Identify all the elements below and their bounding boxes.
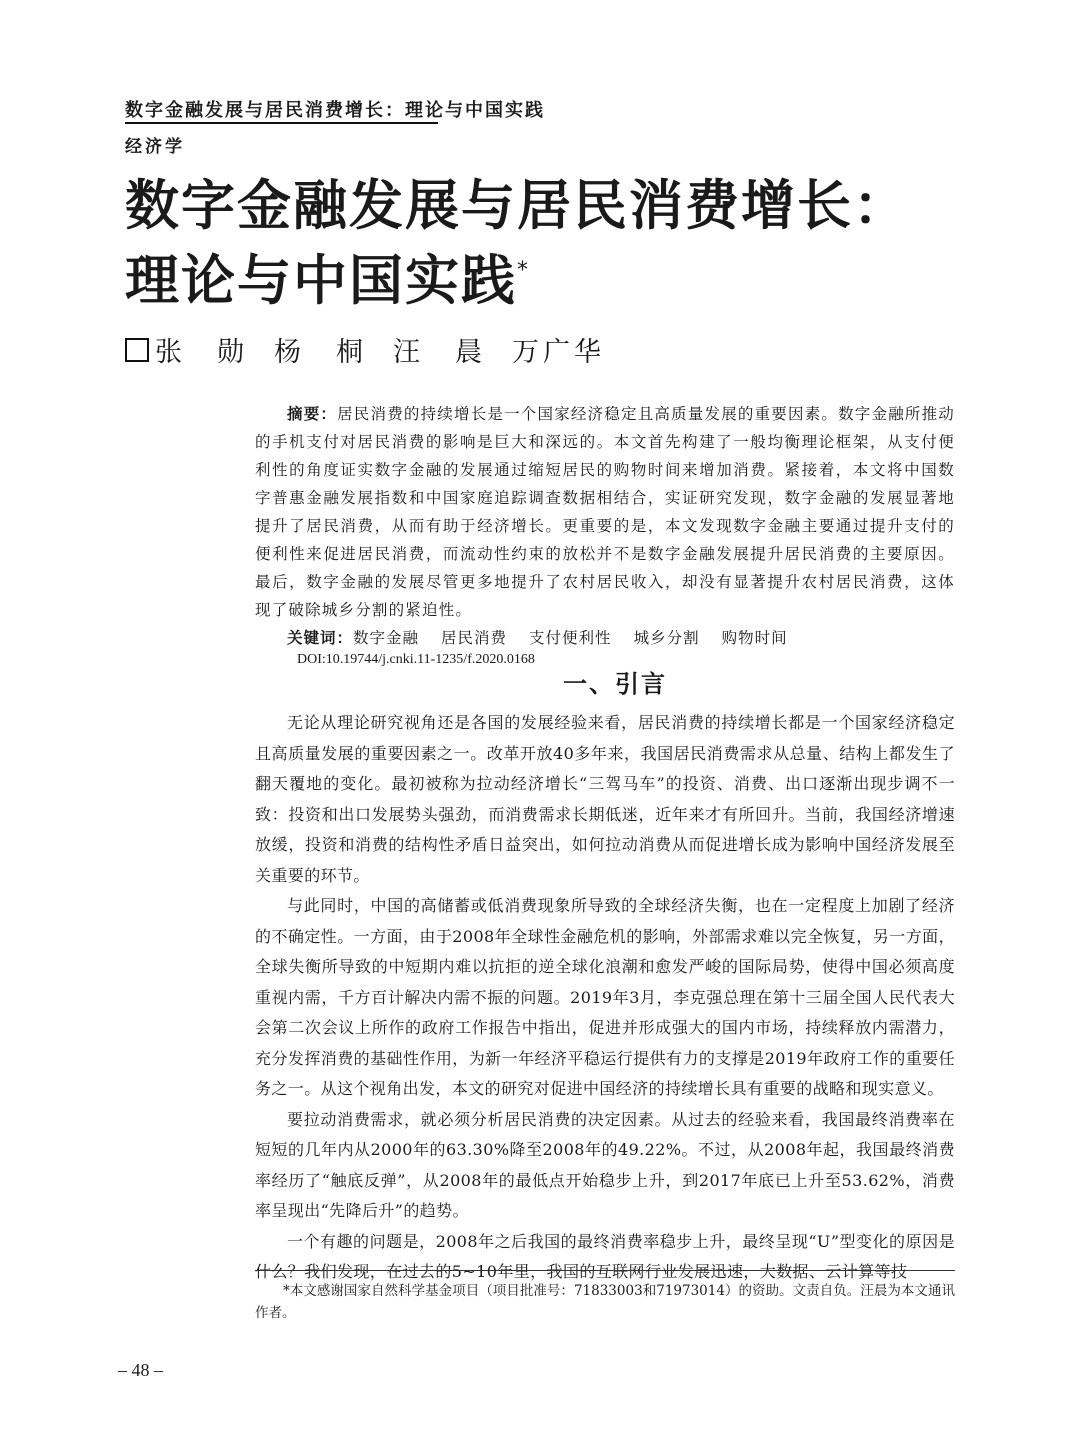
abstract-label: 摘要：	[287, 405, 338, 423]
author-name: 汪 晨	[393, 337, 486, 368]
keyword: 城乡分割	[633, 629, 700, 647]
doi: DOI:10.19744/j.cnki.11-1235/f.2020.0168	[297, 652, 535, 667]
author-list	[125, 330, 631, 369]
page-number: – 48 –	[118, 1360, 163, 1380]
keyword: 居民消费	[441, 629, 508, 647]
author-box-icon	[125, 338, 149, 362]
keywords	[287, 626, 810, 648]
running-head-rule	[125, 122, 438, 124]
footnote-text: *本文感谢国家自然科学基金项目（项目批准号：71833003和71973014）的资助。文责自负。汪晨为本文通讯作者。	[255, 1283, 955, 1321]
paragraph: 一个有趣的问题是，2008年之后我国的最终消费率稳步上升，最终呈现“U”型变化的原因是什么？我们发现，在过去的5~10年里，我国的互联网行业发展迅速，大数据、云计算等技	[255, 1231, 955, 1281]
paragraph: 要拉动消费需求，就必须分析居民消费的决定因素。从过去的经验来看，我国最终消费率在短短的几年内从2000年的63.30%降至2008年的49.22%。不过，从2008年起，我国最终消费率经历了“触底反弹”，从2008年的最低点开始稳步上升，到2017年底已上升至53.62%，消费率呈现出“先降后升”的趋势。	[255, 1109, 955, 1220]
author-name: 万广华	[512, 337, 605, 368]
paragraph: 与此同时，中国的高储蓄或低消费现象所导致的全球经济失衡，也在一定程度上加剧了经济的不确定性。一方面，由于2008年全球性金融危机的影响，外部需求难以完全恢复，另一方面，全球失衡所导致的中短期内难以抗拒的逆全球化浪潮和愈发严峻的国际局势，使得中国必须高度重视内需，千方百计解决内需不振的问题。2019年3月，李克强总理在第十三届全国人民代表大会第二次会议上所作的政府工作报告中指出，促进并形成强大的国内市场，持续释放内需潜力，充分发挥消费的基础性作用，为新一年经济平稳运行提供有力的支撑是2019年政府工作的重要任务之一。从这个视角出发，本文的研究对促进中国经济的持续增长具有重要的战略和现实意义。	[255, 896, 955, 1098]
author-name: 张 勋	[155, 337, 248, 368]
section-tag: 经济学	[125, 137, 185, 157]
keywords-label: 关键词：	[287, 629, 354, 647]
running-head: 数字金融发展与居民消费增长：理论与中国实践	[125, 100, 545, 121]
abstract	[255, 400, 955, 624]
title-footnote-marker: *	[517, 258, 530, 283]
abstract-text: 居民消费的持续增长是一个国家经济稳定且高质量发展的重要因素。数字金融所推动的手机支付对居民消费的影响是巨大和深远的。本文首先构建了一般均衡理论框架，从支付便利性的角度证实数字金融的发展通过缩短居民的购物时间来增加消费。紧接着，本文将中国数字普惠金融发展指数和中国家庭追踪调查数据相结合，实证研究发现，数字金融的发展显著地提升了居民消费，从而有助于经济增长。更重要的是，本文发现数字金融主要通过提升支付的便利性来促进居民消费，而流动性约束的放松并不是数字金融发展提升居民消费的主要原因。最后，数字金融的发展尽管更多地提升了农村居民收入，却没有显著提升农村居民消费，这体现了破除城乡分割的紧迫性。	[255, 405, 956, 619]
keyword: 购物时间	[721, 629, 788, 647]
body-text	[255, 708, 955, 1288]
keyword: 数字金融	[353, 629, 420, 647]
article-title	[125, 168, 985, 318]
footnote	[255, 1280, 955, 1324]
section-heading: 一、引言	[563, 670, 667, 698]
footnote-rule	[255, 1270, 955, 1271]
keyword: 支付便利性	[529, 629, 612, 647]
paragraph: 无论从理论研究视角还是各国的发展经验来看，居民消费的持续增长都是一个国家经济稳定且高质量发展的重要因素之一。改革开放40多年来，我国居民消费需求从总量、结构上都发生了翻天覆地的变化。最初被称为拉动经济增长“三驾马车”的投资、消费、出口逐渐出现步调不一致：投资和出口发展势头强劲，而消费需求长期低迷，近年来才有所回升。当前，我国经济增速放缓，投资和消费的结构性矛盾日益突出，如何拉动消费从而促进增长成为影响中国经济发展至关重要的环节。	[255, 713, 955, 885]
title-line-2: 理论与中国实践	[125, 249, 517, 312]
title-line-1: 数字金融发展与居民消费增长：	[125, 174, 909, 237]
author-name: 杨 桐	[274, 337, 367, 368]
